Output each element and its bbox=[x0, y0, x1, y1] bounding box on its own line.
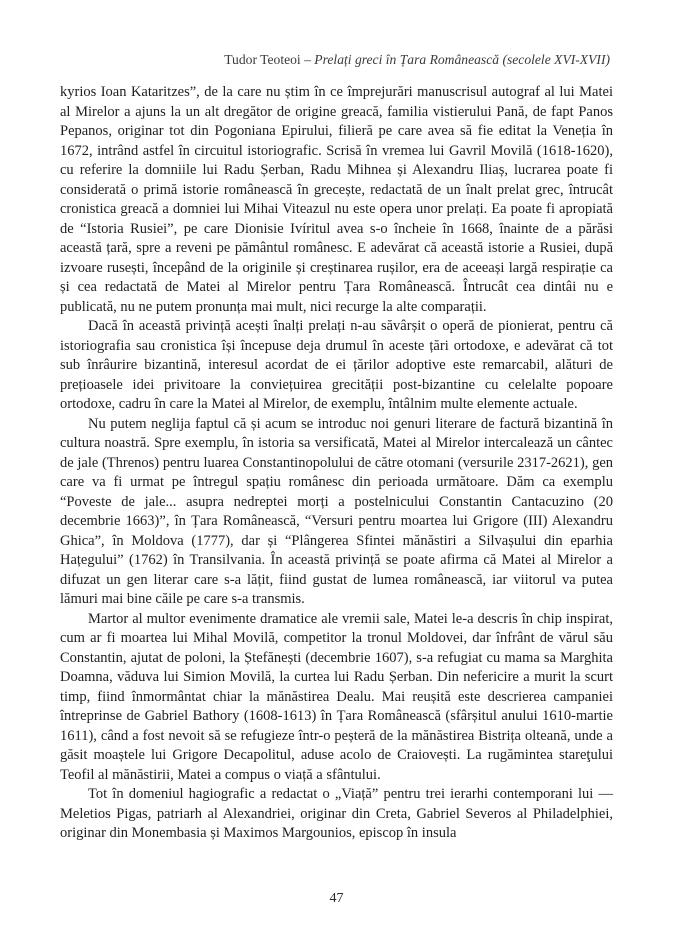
paragraph: Martor al multor evenimente dramatice ale vremii sale, Matei le-a descris în chip inspirat, cum ar fi moartea lui Mihal Movilă, competitor la tronul Moldovei, dar înfrânt de vărul său Constantin, ajutat de poloni, la Ștefănești (decembrie 1607), s-a refugiat cu mama sa Marghita Doamna, văduva lui Simion Movilă, la curtea lui Radu Șerban. Din nefericire a murit la scurt timp, fiind înmormântat chiar la mănăstirea Dealu. Mai reușită este descrierea campaniei întreprinse de Gabriel Bathory (1608-1613) în Țara Românească (sfârșitul anului 1610-martie 1611), când a fost nevoit să se refugieze într-o peșteră de la mănăstirea Bistrița olteană, unde a găsit moaștele lui Grigore Decapolitul, aduse acolo de Craiovești. La rugămintea stareţului Teofil al mănăstirii, Matei a compus o viață a sfântului. bbox=[60, 610, 613, 783]
page-number: 47 bbox=[329, 891, 344, 906]
paragraph: Nu putem neglija faptul că și acum se introduc noi genuri literare de factură bizantină în cultura noastră. Spre exemplu, în istoria sa versificată, Matei al Mirelor intercalează un cântec de jale (Threnos) pentru luarea Constantinopolului de către otomani (versurile 2317-2621), gen care va fi urmat pe întregul spațiu românesc din perioada următoare. Dăm ca exemplu “Poveste de jale... asupra nedreptei morți a postelnicului Constantin Cantacuzino (20 decembrie 1663)”, în Țara Românească, “Versuri pentru moartea lui Grigore (III) Alexandru Ghica”, în Moldova (1777), dar și “Plângerea Sfintei mănăstiri a Silvașului din eparhia Hațegului” (1762) în Transilvania. În această privință se poate afirma că Matei al Mirelor a difuzat un gen literar care s-a lățit, fiind gustat de lumea românească, iar viitorul va putea lămuri mai bine căile pe care s-a transmis. bbox=[60, 415, 613, 607]
header-author: Tudor Teoteoi bbox=[224, 52, 301, 67]
header-separator: – bbox=[300, 52, 315, 67]
header-title: Prelați greci în Țara Românească (secolele XVI-XVII) bbox=[314, 52, 610, 67]
paragraph: Tot în domeniul hagiografic a redactat o „Viață” pentru trei ierarhi contemporani lui — Meletios Pigas, patriarh al Alexandriei, originar din Creta, Gabriel Severos al Philadelphiei, originar din Monembasia și Maximos Margounios, episcop în insula bbox=[60, 786, 613, 841]
paragraph-continuation: kyrios Ioan Kataritzes”, de la care nu știm în ce împrejurări manuscrisul autograf al lui Matei al Mirelor a ajuns la un alt dregător de origine greacă, familia vistierului Pană, de fapt Panos Pepanos, originar tot din Pogoniana Epirului, filieră pe care avea să fie editat la Veneția în 1672, intrând astfel în circuitul istoriografic. Scrisă în vremea lui Gavril Movilă (1618-1620), cu referire la domniile lui Radu Șerban, Radu Mihnea și Alexandru Iliaș, lucrarea poate fi considerată o primă istorie românească în grecește, redactată de un înalt prelat grec, întrucât cronistica greacă a domniei lui Mihai Viteazul nu este opera unor prelați. Ea poate fi apropiată de “Istoria Rusiei”, pe care Dionisie Ivíritul avea s-o încheie în 1668, înainte de a părăsi această țară, spre a reveni pe pământul românesc. E adevărat că această istorie a Rusiei, după izvoare rusești, începând de la originile și creștinarea rușilor, era de aceeași largă respirație ca și cea redactată de Matei al Mirelor pentru Țara Românească. Întrucât cea dintâi nu e publicată, nu ne putem pronunța mai mult, nici recurge la alte comparații. bbox=[60, 84, 613, 315]
paragraph: Dacă în această privință acești înalți prelați n-au săvârșit o operă de pionierat, pentru că istoriografia sau cronistica își începuse deja drumul în aceste țări ortodoxe, e adevărat că tot sub înrâurire bizantină, interesul acordat de ei țărilor adoptive este remarcabil, alături de prețioasele idei privitoare la conviețuirea grecității post-bizantine cu celelalte popoare ortodoxe, cadru în care la Matei al Mirelor, de exemplu, întâlnim multe elemente actuale. bbox=[60, 318, 613, 412]
body-text bbox=[60, 83, 613, 844]
running-header bbox=[60, 52, 610, 68]
